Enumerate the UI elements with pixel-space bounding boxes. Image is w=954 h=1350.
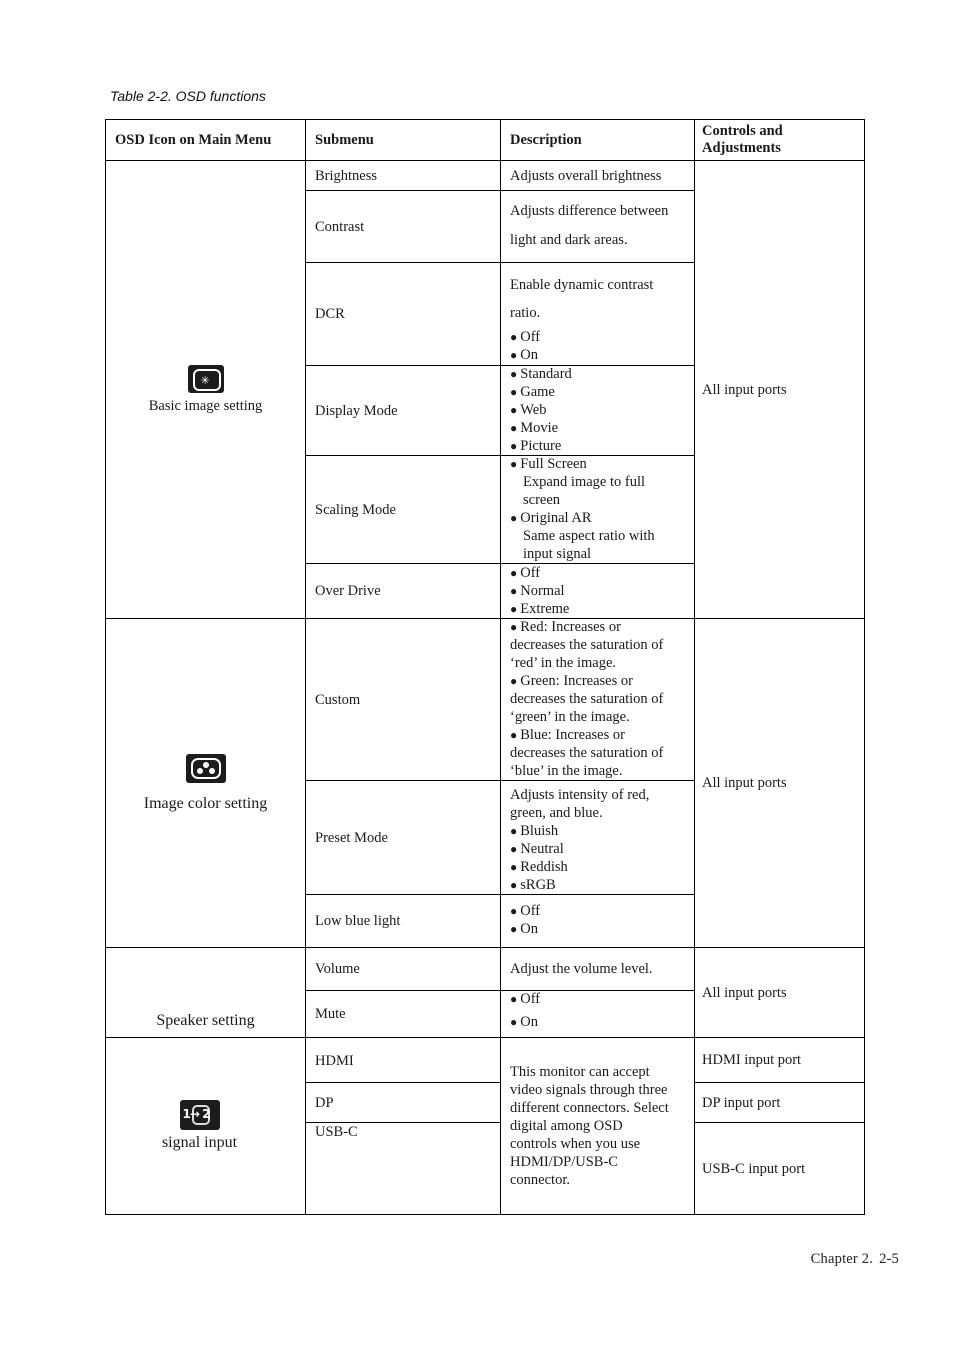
option-item: ● Blue: Increases or — [510, 726, 690, 744]
group-label: signal input — [161, 1134, 238, 1151]
submenu-display-mode: Display Mode — [315, 402, 398, 419]
submenu-contrast: Contrast — [315, 218, 365, 235]
desc-signal-input — [501, 1063, 694, 1189]
option-item: ● Bluish — [510, 822, 690, 840]
option-item: ● sRGB — [510, 876, 690, 894]
desc-over-drive — [501, 564, 694, 618]
table-caption: Table 2-2. OSD functions — [110, 88, 266, 104]
group-speaker-setting: Speaker setting — [156, 1012, 255, 1029]
desc-low-blue-light — [501, 902, 694, 938]
desc-line: Adjusts difference between — [510, 203, 669, 219]
chapter-label: Chapter 2. — [810, 1251, 874, 1267]
desc-line: green, and blue. — [510, 805, 603, 821]
desc-line: video signals through three — [510, 1082, 668, 1098]
controls-basic: All input ports — [702, 381, 787, 398]
option-item: ● Normal — [510, 582, 690, 600]
desc-line: HDMI/DP/USB-C — [510, 1154, 618, 1170]
desc-brightness: Adjusts overall brightness — [510, 167, 662, 184]
option-detail: screen — [523, 492, 561, 508]
page-number: 2-5 — [879, 1251, 899, 1267]
submenu-custom: Custom — [315, 691, 361, 708]
option-item: ● Off — [510, 902, 690, 920]
desc-line: controls when you use — [510, 1136, 641, 1152]
group-signal-input — [106, 1038, 305, 1214]
option-item: ● On — [510, 920, 690, 938]
group-label: Image color setting — [143, 794, 268, 812]
signal-input-icon-text: 1→ 2 — [182, 1107, 210, 1121]
basic-image-setting-icon — [188, 365, 224, 393]
desc-contrast — [501, 202, 694, 249]
desc-line: decreases the saturation of — [510, 637, 664, 653]
submenu-scaling-mode: Scaling Mode — [315, 501, 396, 518]
option-item: ● Movie — [510, 419, 690, 437]
group-label: Basic image setting — [148, 397, 263, 414]
controls-usbc: USB-C input port — [702, 1160, 806, 1177]
desc-line: Adjusts intensity of red, — [510, 787, 650, 803]
header-description: Description — [510, 131, 582, 148]
option-item: ● Original AR — [510, 509, 690, 527]
submenu-mute: Mute — [315, 1006, 346, 1022]
desc-mute — [501, 990, 694, 1031]
option-item: ● Standard — [510, 365, 690, 383]
desc-line: connector. — [510, 1172, 570, 1188]
header-osd-icon: OSD Icon on Main Menu — [115, 131, 272, 148]
submenu-dp: DP — [315, 1094, 334, 1111]
option-item: ● Picture — [510, 437, 690, 455]
submenu-preset-mode: Preset Mode — [315, 829, 388, 846]
desc-line: decreases the saturation of — [510, 691, 664, 707]
option-item: ● Off — [510, 564, 690, 582]
submenu-low-blue-light: Low blue light — [315, 913, 401, 929]
desc-line: ‘green’ in the image. — [510, 709, 630, 725]
desc-scaling-mode — [501, 455, 694, 563]
desc-custom — [501, 618, 694, 780]
submenu-over-drive: Over Drive — [315, 583, 381, 599]
desc-line: different connectors. Select — [510, 1100, 669, 1116]
desc-volume: Adjust the volume level. — [510, 961, 653, 977]
desc-line: ratio. — [510, 305, 541, 321]
controls-speaker: All input ports — [702, 984, 787, 1001]
desc-line: ‘blue’ in the image. — [510, 763, 623, 779]
header-controls: Controls and Adjustments — [702, 123, 783, 156]
desc-line: light and dark areas. — [510, 232, 628, 248]
image-color-setting-icon — [186, 754, 226, 783]
desc-line: Enable dynamic contrast — [510, 277, 654, 293]
submenu-usbc: USB-C — [315, 1124, 358, 1140]
option-item: ● Game — [510, 383, 690, 401]
controls-color: All input ports — [702, 775, 787, 791]
option-item: ● Green: Increases or — [510, 672, 690, 690]
desc-line: digital among OSD — [510, 1118, 623, 1134]
option-item: ● Off — [510, 328, 690, 346]
option-item: ● Full Screen — [510, 455, 690, 473]
header-submenu: Submenu — [315, 131, 374, 148]
controls-dp: DP input port — [702, 1094, 781, 1111]
desc-preset-mode — [501, 786, 694, 894]
group-image-color-setting — [106, 619, 305, 947]
signal-input-icon — [180, 1100, 220, 1130]
option-item: ● Neutral — [510, 840, 690, 858]
submenu-brightness: Brightness — [315, 167, 378, 184]
desc-dcr — [501, 276, 694, 364]
option-item: ● Web — [510, 401, 690, 419]
desc-line: decreases the saturation of — [510, 745, 664, 761]
submenu-volume: Volume — [315, 961, 360, 977]
submenu-hdmi: HDMI — [315, 1053, 354, 1069]
desc-line: This monitor can accept — [510, 1064, 650, 1080]
option-item: ● Red: Increases or — [510, 618, 690, 636]
option-item: ● Extreme — [510, 600, 690, 618]
group-basic-image-setting — [106, 161, 305, 618]
option-item: ● Off — [510, 990, 690, 1008]
page-footer — [805, 1251, 899, 1268]
option-detail: input signal — [523, 546, 592, 562]
option-detail: Expand image to full — [523, 474, 646, 490]
desc-line: ‘red’ in the image. — [510, 655, 617, 671]
desc-display-mode — [501, 365, 694, 455]
option-item: ● On — [510, 1013, 690, 1031]
option-detail: Same aspect ratio with — [523, 528, 655, 544]
controls-hdmi: HDMI input port — [702, 1052, 802, 1068]
option-item: ● Reddish — [510, 858, 690, 876]
submenu-dcr: DCR — [315, 306, 345, 322]
option-item: ● On — [510, 346, 690, 364]
